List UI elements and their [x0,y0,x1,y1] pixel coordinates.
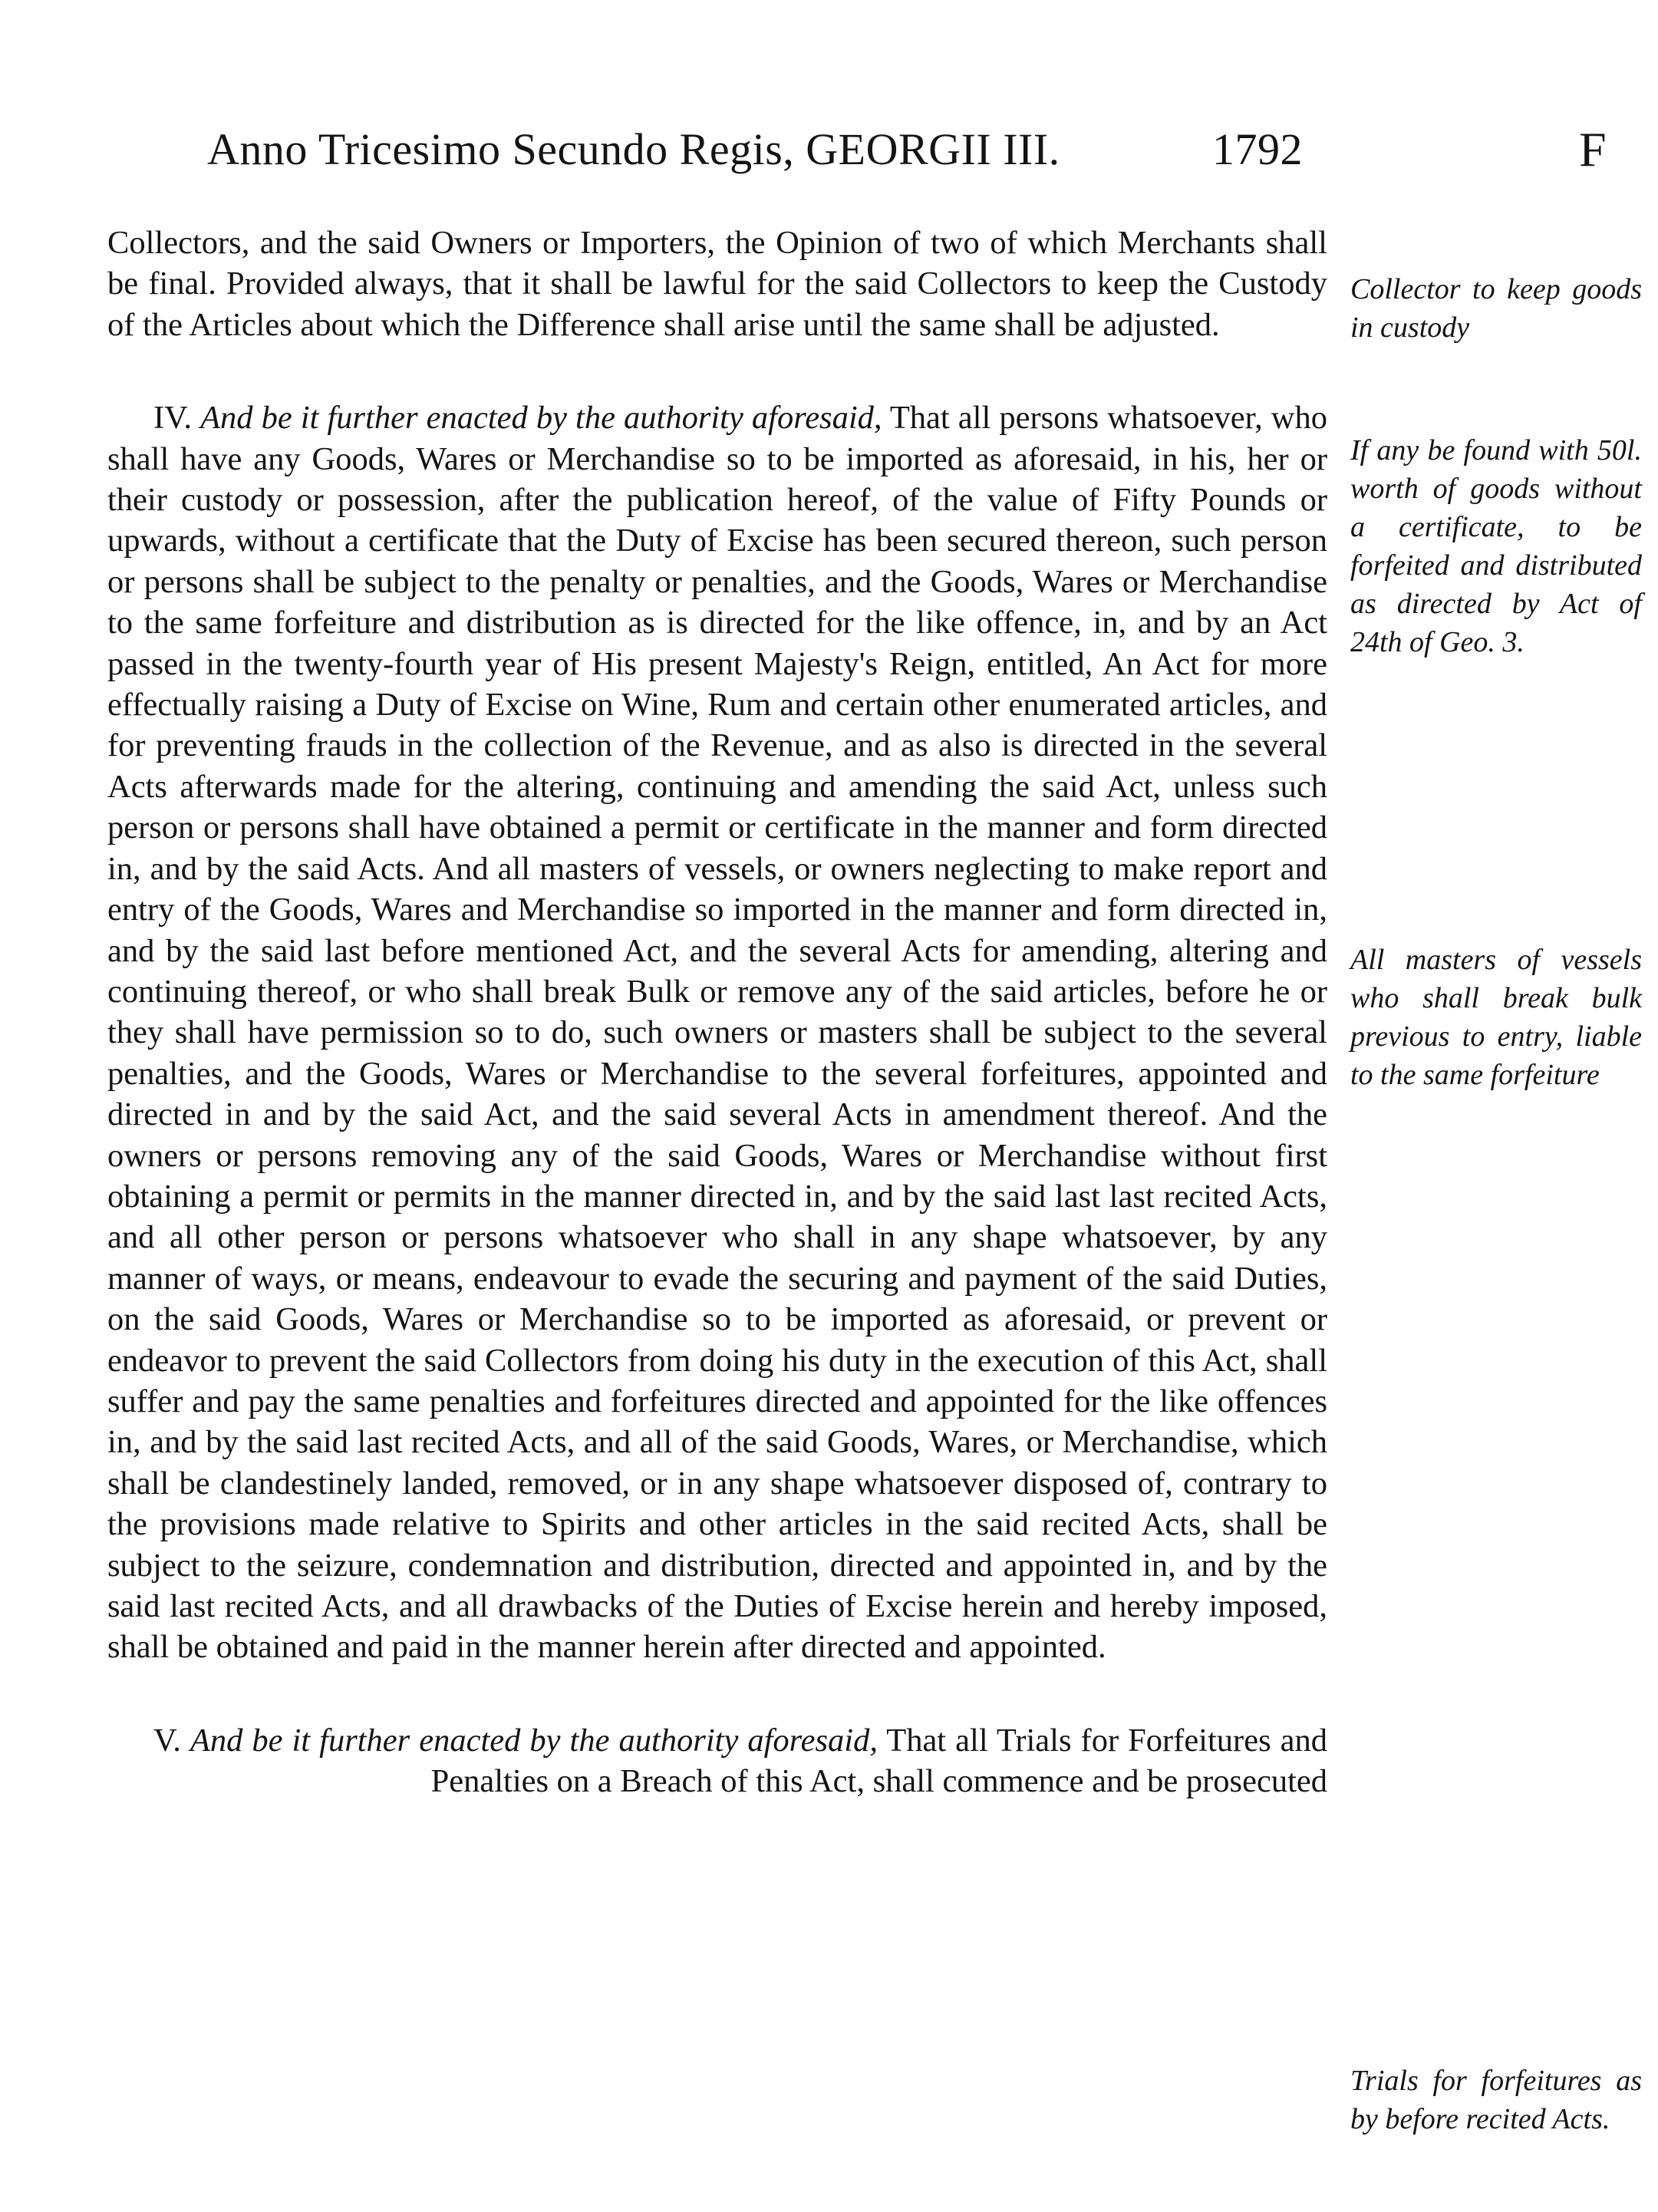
section-number: V. [153,1722,181,1759]
margin-note-custody: Collector to keep goods in custody [1350,273,1642,344]
paragraph-text: That all Trials for Forfeitures and Penalties on a Breach of this Act, shall commence and be prosecuted [430,1722,1327,1800]
paragraph-text: That all persons whatsoever, who shall have any Goods, Wares or Merchandise so to be imported as aforesaid, in his, her or their custody or possession, after the publication hereof, of the value of Fifty Pounds or upwards, without a certificate that the Duty of Excise has been secured thereon, such person or persons shall be subject to the penalty or penalties, and the Goods, Wares or Merchandise to the same forfeiture and distribution as is directed for the like offence, in, and by an Act passed in the twenty-fourth year of His present Majesty's Reign, entitled, An Act for more effectually raising a Duty of Excise on Wine, Rum and certain other enumerated articles, and for preventing frauds in the collection of the Revenue, and as also is directed in the several Acts afterwards made for the altering, continuing and amending the said Act, unless such person or persons shall have obtained a permit or certificate in the manner and form directed in, and by the said Acts. And all masters of vessels, or owners neglecting to make report and entry of the Goods, Wares and Merchandise so imported in the manner and form directed in, and by the said last before mentioned Act, and the several Acts for amending, altering and continuing thereof, or who shall break Bulk or remove any of the said articles, before he or they shall have permission so to do, such owners or masters shall be subject to the several penalties, and the Goods, Wares or Merchandise to the several forfeitures, appointed and directed in and by the said Act, and the said several Acts in amendment thereof. And the owners or persons removing any of the said Goods, Wares or Merchandise without first obtaining a permit or permits in the manner directed in, and by the said last last recited Acts, and all other person or persons whatsoever who shall in any shape whatsoever, by any manner of ways, or means, endeavour to evade the securing and payment of the said Duties, on the said Goods, Wares or Merchandise so to be imported as aforesaid, or prevent or endeavor to prevent the said Collectors from doing his duty in the execution of this Act, shall suffer and pay the same penalties and forfeitures directed and appointed for the like offences in, and by the said last recited Acts, and all of the said Goods, Wares, or Merchandise, which shall be clandestinely landed, removed, or in any shape whatsoever disposed of, contrary to the provisions made relative to Spirits and other articles in the said recited Acts, shall be subject to the seizure, condemnation and distribution, directed and appointed in, and by the said last recited Acts, and all drawbacks of the Duties of Excise herein and hereby imposed, shall be obtained and paid in the manner herein after directed and appointed. [107,400,1327,1666]
main-text-column [107,223,1327,1802]
continued-paragraph [107,223,1327,345]
running-title: Anno Tricesimo Secundo Regis, GEORGII III. [207,124,1060,174]
margin-note-certificate: If any be found with 50l. worth of goods without a certificate, to be forfeited and distributed as directed by Act of 24th of Geo. 3. [1350,434,1642,658]
enacting-clause: And be it further enacted by the authority aforesaid, [190,1722,878,1759]
section-iv-paragraph [107,397,1327,1668]
margin-note-trials: Trials for forfeitures as by before recited Acts. [1350,2065,1642,2135]
paragraph-text: Collectors, and the said Owners or Importers, the Opinion of two of which Merchants shall be final. Provided always, that it shall be lawful for the said Collectors to keep the Custody of the Articles about which the Difference shall arise until the same shall be adjusted. [107,225,1327,343]
signature-mark: F [1579,122,1607,176]
section-number: IV. [153,400,192,437]
page-header [207,115,1607,184]
section-v-paragraph [107,1720,1327,1802]
page-year: 1792 [1212,124,1303,174]
margin-note-masters: All masters of vessels who shall break bulk previous to entry, liable to the same forfeiture [1350,944,1642,1091]
enacting-clause: And be it further enacted by the authority aforesaid, [200,400,882,437]
